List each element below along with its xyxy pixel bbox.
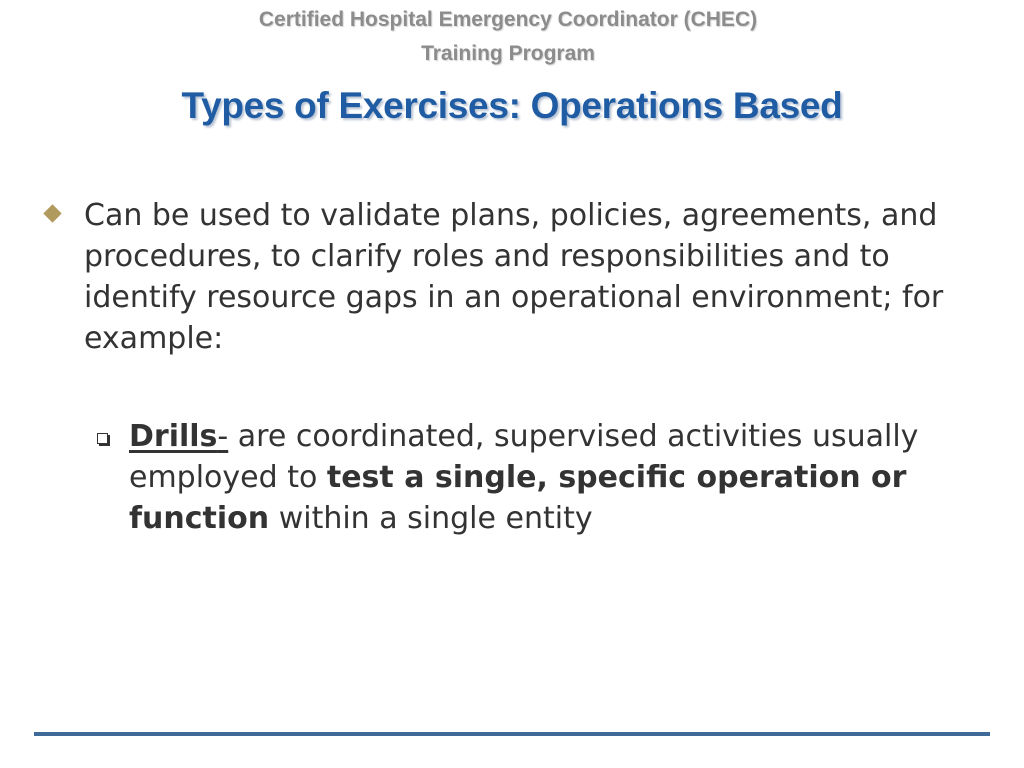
sub-bullet — [129, 416, 1009, 539]
diamond-bullet-icon — [43, 204, 61, 222]
sub-bullet-emphasis: test a single, specific operation or function — [129, 460, 907, 536]
term-dash: - — [217, 419, 229, 454]
program-header-line1: Certified Hospital Emergency Coordinator (CHEC) — [258, 8, 758, 31]
slide-title: Types of Exercises: Operations Based — [181, 85, 843, 126]
sub-bullet-text-after: within a single entity — [269, 501, 593, 536]
sub-bullet-text-before: are coordinated, supervised activities usually employed to — [129, 419, 919, 495]
square-bullet-icon — [97, 433, 108, 444]
main-bullet-text: Can be used to validate plans, policies, agreements, and procedures, to clarify roles and responsibilities and to identify resource gaps in an operational environment; for example: — [84, 198, 944, 356]
drills-term: Drills — [129, 419, 218, 454]
footer-rule — [34, 732, 990, 736]
program-header-line2: Training Program — [421, 42, 595, 65]
